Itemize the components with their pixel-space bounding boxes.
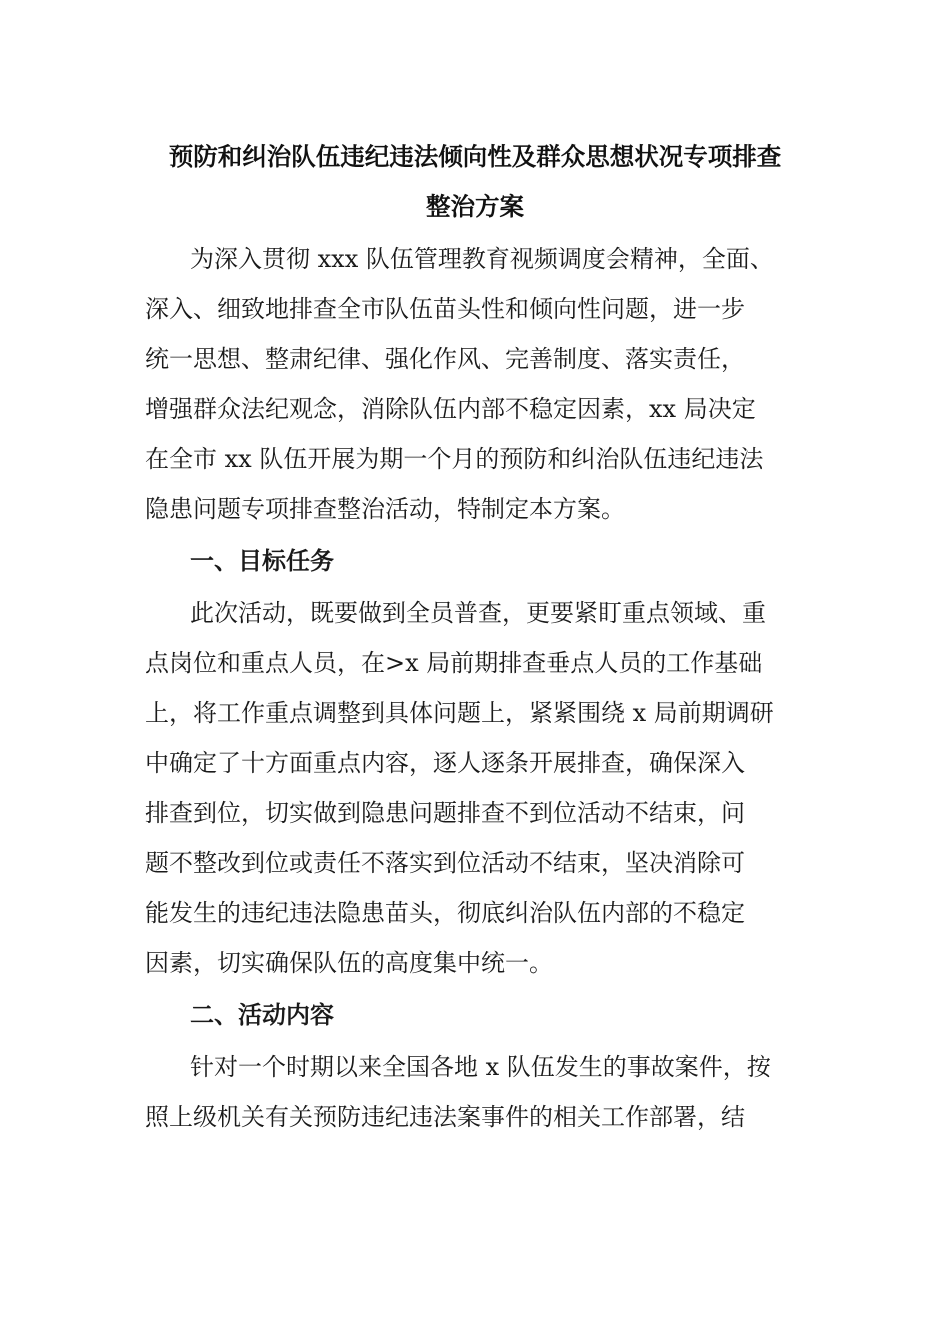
document-title-line-2: 整治方案: [426, 192, 524, 221]
document-title-line-1: 预防和纠治队伍违纪违法倾向性及群众思想状况专项排查: [168, 142, 782, 171]
section1-line: 点岗位和重点人员，在>x 局前期排查垂点人员的工作基础: [145, 649, 763, 677]
section2-line: 针对一个时期以来全国各地 x 队伍发生的事故案件，按: [190, 1053, 771, 1081]
section-heading-activities: 二、活动内容: [190, 1000, 334, 1029]
intro-line: 深入、细致地排查全市队伍苗头性和倾向性问题，进一步: [145, 295, 745, 323]
intro-line: 隐患问题专项排查整治活动，特制定本方案。: [145, 495, 625, 523]
section-heading-goals: 一、目标任务: [190, 546, 334, 575]
section1-line: 题不整改到位或责任不落实到位活动不结束，坚决消除可: [145, 849, 745, 877]
section1-line: 此次活动，既要做到全员普查，更要紧盯重点领域、重: [190, 599, 766, 627]
section1-line: 因素，切实确保队伍的高度集中统一。: [145, 949, 553, 977]
intro-line: 在全市 xx 队伍开展为期一个月的预防和纠治队伍违纪违法: [145, 445, 764, 473]
section1-line: 能发生的违纪违法隐患苗头，彻底纠治队伍内部的不稳定: [145, 899, 745, 927]
section1-line: 排查到位，切实做到隐患问题排查不到位活动不结束，问: [145, 799, 745, 827]
section2-line: 照上级机关有关预防违纪违法案事件的相关工作部署，结: [145, 1103, 745, 1131]
intro-line: 统一思想、整肃纪律、强化作风、完善制度、落实责任，: [145, 345, 745, 373]
intro-line: 增强群众法纪观念，消除队伍内部不稳定因素，xx 局决定: [145, 395, 756, 423]
intro-line: 为深入贯彻 xxx 队伍管理教育视频调度会精神，全面、: [190, 245, 774, 273]
section1-line: 上，将工作重点调整到具体问题上，紧紧围绕 x 局前期调研: [145, 699, 774, 727]
section1-line: 中确定了十方面重点内容，逐人逐条开展排查，确保深入: [145, 749, 745, 777]
